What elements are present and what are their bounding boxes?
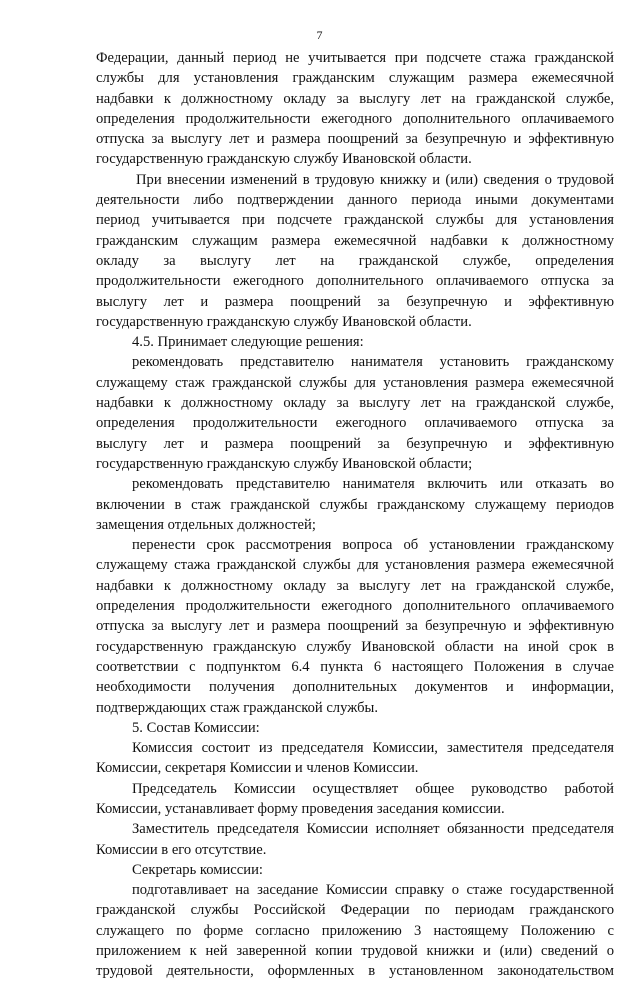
text-line: государственную гражданскую службу Ивановской области. [96, 151, 472, 168]
text-line: служащему стажа гражданской службы для установления размера ежемесячной [96, 557, 614, 574]
text-line: приложением к ней заверенной копии трудовой книжки и (или) сведений о [96, 943, 614, 960]
text-line: При внесении изменений в трудовую книжку и (или) сведения о трудовой [136, 171, 614, 188]
text-line: надбавки к должностному окладу за выслугу лет на гражданской службе, [96, 395, 614, 412]
text-line: рекомендовать представителю нанимателя включить или отказать во [132, 476, 614, 493]
text-line: Секретарь комиссии: [132, 861, 263, 878]
text-line: включении в стаж гражданской службы гражданскому служащему периодов [96, 496, 614, 513]
document-body [96, 48, 614, 982]
text-line: Федерации, данный период не учитывается при подсчете стажа гражданской [96, 50, 614, 66]
text-line: службы для установления гражданским служащим размера ежемесячной [96, 70, 614, 87]
text-line: государственную гражданскую службу Ивановской области. [96, 313, 472, 330]
text-line: продолжительности ежегодного дополнительного оплачиваемого отпуска за [96, 273, 614, 290]
text-line: подтверждающих стаж гражданской службы. [96, 699, 378, 716]
text-line: определения продолжительности ежегодного дополнительного оплачиваемого [96, 598, 614, 615]
text-line: служащему стаж гражданской службы для установления размера ежемесячной [96, 374, 614, 391]
text-line: Комиссии, секретаря Комиссии и членов Комиссии. [96, 760, 419, 777]
text-line: надбавки к должностному окладу за выслугу лет на гражданской службе, [96, 577, 614, 594]
text-line: надбавки к должностному окладу за выслугу лет на гражданской службе, [96, 90, 614, 107]
text-line: 5. Состав Комиссии: [132, 719, 260, 736]
text-line: служащего по форме согласно приложению 3 настоящему Положению с [96, 922, 614, 939]
text-line: выслугу лет и размера поощрений за безупречную и эффективную [96, 435, 614, 452]
text-line: отпуска за выслугу лет и размера поощрений за безупречную и эффективную [96, 618, 614, 635]
text-line: Председатель Комиссии осуществляет общее руководство работой [132, 780, 614, 797]
text-line: определения продолжительности ежегодного дополнительного оплачиваемого [96, 110, 614, 127]
text-line: Комиссия состоит из председателя Комиссии, заместителя председателя [132, 740, 614, 757]
text-line: государственную гражданскую службу Ивановской области на иной срок в [96, 638, 614, 655]
text-line: гражданской службы Российской Федерации по периодам гражданского [96, 902, 614, 919]
text-line: отпуска за выслугу лет и размера поощрений за безупречную и эффективную [96, 131, 614, 148]
text-line: замещения отдельных должностей; [96, 516, 316, 533]
text-line: соответствии с подпунктом 6.4 пункта 6 настоящего Положения в случае [96, 658, 614, 675]
text-line: перенести срок рассмотрения вопроса об установлении гражданскому [132, 537, 614, 554]
text-line: 4.5. Принимает следующие решения: [132, 334, 364, 351]
text-line: деятельности либо подтверждении данного периода иными документами [96, 192, 614, 209]
page-number: 7 [316, 28, 323, 42]
text-line: государственную гражданскую службу Ивановской области; [96, 455, 473, 472]
text-line: необходимости получения дополнительных документов и информации, [96, 679, 614, 696]
text-line: гражданским служащим размера ежемесячной надбавки к должностному [96, 232, 614, 249]
text-line: окладу за выслугу лет на гражданской службе, определения [96, 252, 614, 269]
text-line: подготавливает на заседание Комиссии справку о стаже государственной [132, 882, 614, 899]
text-line: выслугу лет и размера поощрений за безупречную и эффективную [96, 293, 614, 310]
text-line: определения продолжительности ежегодного оплачиваемого отпуска за [96, 415, 614, 432]
text-line: Комиссии в его отсутствие. [96, 841, 267, 858]
text-line: период учитывается при подсчете гражданской службы для установления [96, 212, 614, 229]
text-line: Комиссии, устанавливает форму проведения заседания комиссии. [96, 800, 505, 817]
text-line: Заместитель председателя Комиссии исполняет обязанности председателя [132, 821, 614, 838]
text-line: рекомендовать представителю нанимателя установить гражданскому [132, 354, 614, 371]
text-line: трудовой деятельности, оформленных в установленном законодательством [96, 963, 614, 980]
